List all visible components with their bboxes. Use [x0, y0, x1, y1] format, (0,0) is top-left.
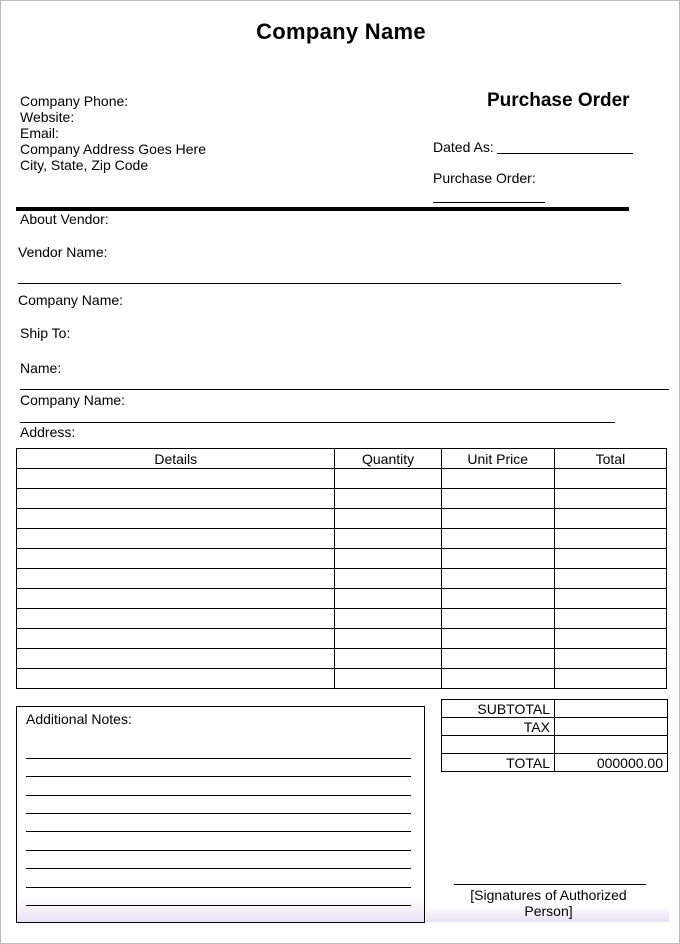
- additional-notes-label: Additional Notes:: [26, 711, 132, 727]
- table-row: [17, 569, 667, 589]
- vendor-company-name-label: Company Name:: [18, 292, 124, 308]
- unit-price-cell[interactable]: [441, 549, 554, 569]
- quantity-cell[interactable]: [335, 569, 441, 589]
- ship-name-label: Name:: [20, 360, 62, 376]
- table-row: [17, 589, 667, 609]
- details-cell[interactable]: [17, 629, 335, 649]
- table-row: [17, 609, 667, 629]
- notes-line[interactable]: [26, 868, 411, 869]
- blank-value[interactable]: [555, 736, 668, 754]
- items-table-header: [17, 449, 667, 469]
- tax-row: [442, 718, 668, 736]
- unit-price-cell[interactable]: [441, 629, 554, 649]
- total-label: TOTAL: [442, 754, 555, 772]
- column-header-total: Total: [554, 449, 666, 469]
- notes-line[interactable]: [26, 776, 411, 777]
- total-cell[interactable]: [554, 589, 666, 609]
- tax-label: TAX: [442, 718, 555, 736]
- unit-price-cell[interactable]: [441, 649, 554, 669]
- ship-company-name-label: Company Name:: [20, 392, 126, 408]
- signature-caption: [446, 887, 651, 919]
- total-cell[interactable]: [554, 649, 666, 669]
- table-row: [17, 469, 667, 489]
- total-cell[interactable]: [554, 469, 666, 489]
- details-cell[interactable]: [17, 669, 335, 689]
- table-row: [17, 549, 667, 569]
- total-row: [442, 754, 668, 772]
- quantity-cell[interactable]: [335, 529, 441, 549]
- unit-price-cell[interactable]: [441, 569, 554, 589]
- details-cell[interactable]: [17, 609, 335, 629]
- total-cell[interactable]: [554, 609, 666, 629]
- items-table: [16, 448, 667, 689]
- details-cell[interactable]: [17, 569, 335, 589]
- company-name-title: Company Name: [256, 19, 426, 44]
- table-row: [17, 669, 667, 689]
- unit-price-cell[interactable]: [441, 529, 554, 549]
- signature-line[interactable]: [454, 884, 646, 885]
- signature-caption-line2: Person]: [524, 903, 573, 919]
- totals-table: [441, 699, 668, 772]
- ship-company-name-field[interactable]: [20, 422, 615, 423]
- signature-caption-line1: [Signatures of Authorized: [470, 887, 627, 903]
- table-row: [17, 509, 667, 529]
- blank-label: [442, 736, 555, 754]
- vendor-name-label: Vendor Name:: [18, 244, 108, 260]
- subtotal-value[interactable]: [555, 700, 668, 718]
- ship-address-label: Address:: [20, 424, 76, 440]
- quantity-cell[interactable]: [335, 589, 441, 609]
- table-row: [17, 529, 667, 549]
- subtotal-label: SUBTOTAL: [442, 700, 555, 718]
- notes-line[interactable]: [26, 813, 411, 814]
- total-cell[interactable]: [554, 529, 666, 549]
- company-phone-label: Company Phone:: [20, 93, 129, 109]
- ship-name-field[interactable]: [20, 389, 669, 390]
- company-city-label: City, State, Zip Code: [20, 157, 149, 173]
- additional-notes-box[interactable]: [16, 706, 425, 923]
- details-cell[interactable]: [17, 509, 335, 529]
- blank-row: [442, 736, 668, 754]
- ship-to-label: Ship To:: [20, 325, 71, 341]
- quantity-cell[interactable]: [335, 669, 441, 689]
- vendor-name-field[interactable]: [18, 283, 621, 284]
- unit-price-cell[interactable]: [441, 469, 554, 489]
- about-vendor-label: About Vendor:: [20, 211, 109, 227]
- purchase-order-field[interactable]: [433, 202, 545, 203]
- quantity-cell[interactable]: [335, 549, 441, 569]
- unit-price-cell[interactable]: [441, 609, 554, 629]
- table-row: [17, 629, 667, 649]
- subtotal-row: [442, 700, 668, 718]
- notes-line[interactable]: [26, 758, 411, 759]
- quantity-cell[interactable]: [335, 609, 441, 629]
- quantity-cell[interactable]: [335, 469, 441, 489]
- total-value[interactable]: 000000.00: [555, 754, 668, 772]
- table-row: [17, 649, 667, 669]
- quantity-cell[interactable]: [335, 629, 441, 649]
- total-cell[interactable]: [554, 509, 666, 529]
- document-title: Purchase Order: [487, 90, 630, 111]
- details-cell[interactable]: [17, 529, 335, 549]
- unit-price-cell[interactable]: [441, 509, 554, 529]
- company-email-label: Email:: [20, 125, 59, 141]
- table-row: [17, 489, 667, 509]
- column-header-unit-price: Unit Price: [441, 449, 554, 469]
- notes-line[interactable]: [26, 795, 411, 796]
- column-header-details: Details: [17, 449, 335, 469]
- total-cell[interactable]: [554, 629, 666, 649]
- purchase-order-label: Purchase Order:: [433, 170, 536, 186]
- notes-line[interactable]: [26, 887, 411, 888]
- tax-value[interactable]: [555, 718, 668, 736]
- company-info-block: [20, 93, 206, 173]
- quantity-cell[interactable]: [335, 509, 441, 529]
- dated-as-field[interactable]: [497, 153, 633, 154]
- notes-line[interactable]: [26, 831, 411, 832]
- notes-line[interactable]: [26, 850, 411, 851]
- total-cell[interactable]: [554, 569, 666, 589]
- company-website-label: Website:: [20, 109, 75, 125]
- total-cell[interactable]: [554, 669, 666, 689]
- column-header-quantity: Quantity: [335, 449, 441, 469]
- company-address-label: Company Address Goes Here: [20, 141, 206, 157]
- unit-price-cell[interactable]: [441, 589, 554, 609]
- details-cell[interactable]: [17, 649, 335, 669]
- details-cell[interactable]: [17, 489, 335, 509]
- details-cell[interactable]: [17, 589, 335, 609]
- details-cell[interactable]: [17, 469, 335, 489]
- unit-price-cell[interactable]: [441, 669, 554, 689]
- unit-price-cell[interactable]: [441, 489, 554, 509]
- dated-as-label: Dated As:: [433, 139, 494, 155]
- total-cell[interactable]: [554, 489, 666, 509]
- quantity-cell[interactable]: [335, 649, 441, 669]
- quantity-cell[interactable]: [335, 489, 441, 509]
- total-cell[interactable]: [554, 549, 666, 569]
- notes-line[interactable]: [26, 905, 411, 906]
- details-cell[interactable]: [17, 549, 335, 569]
